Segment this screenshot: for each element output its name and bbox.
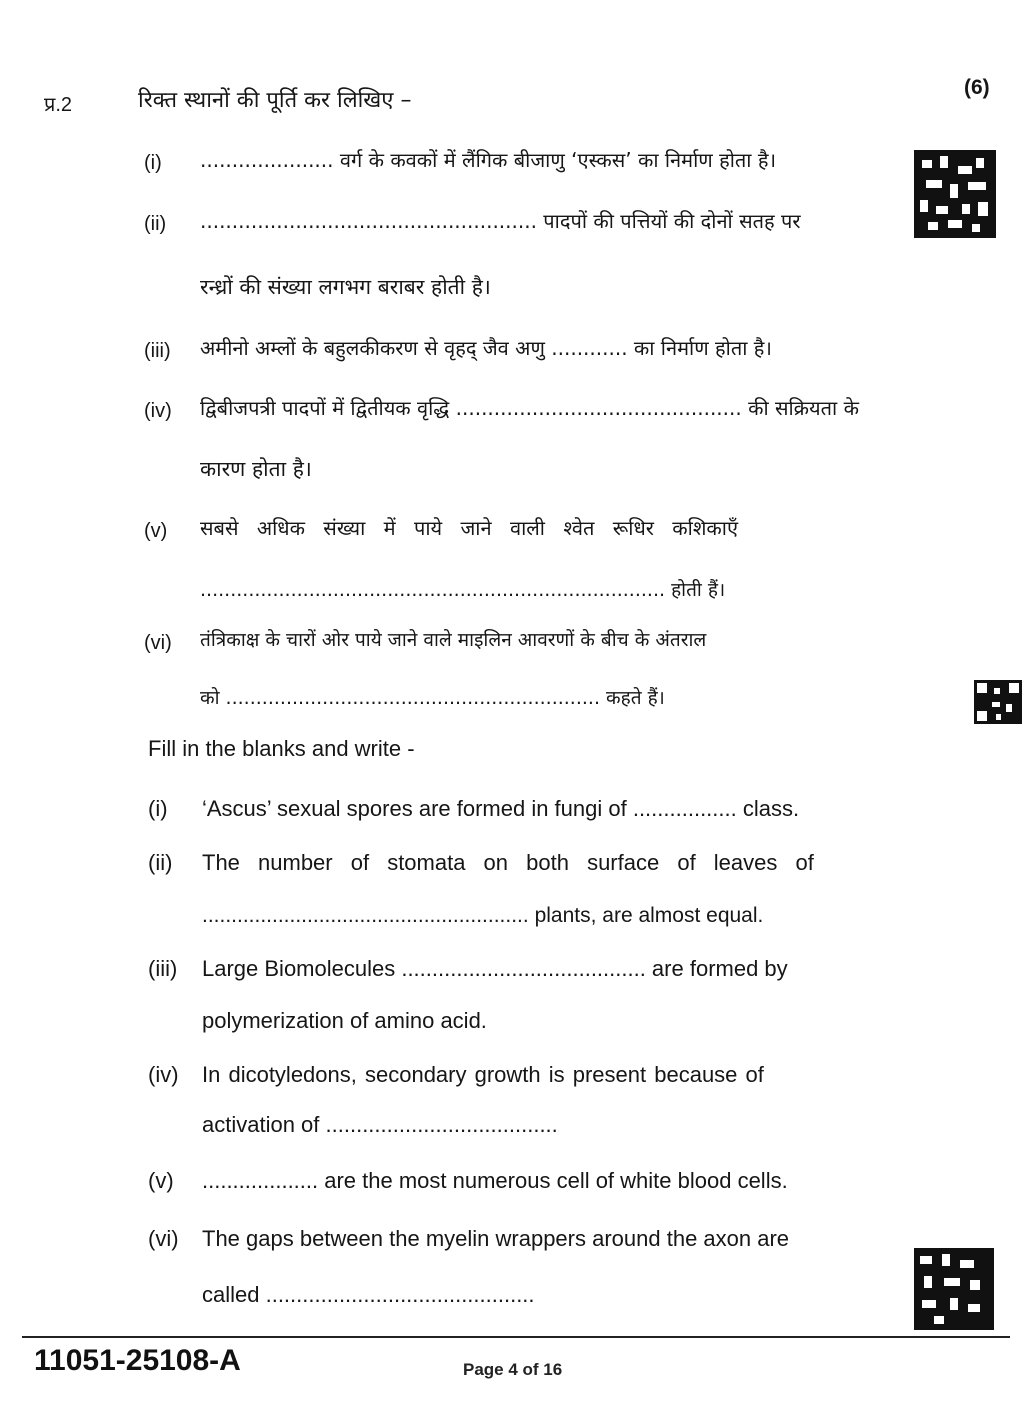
hindi-item-text-cont: कारण होता है।: [200, 457, 312, 481]
qr-code: [974, 680, 1022, 724]
hindi-item-text: ..................................................... पादपों की पत्तियों की दोनों सतह पर: [200, 209, 801, 233]
hindi-item-text-cont: रन्ध्रों की संख्या लगभग बराबर होती है।: [200, 275, 491, 299]
english-item-text-cont: activation of ......................................: [202, 1112, 558, 1137]
hindi-item-label: (ii): [144, 213, 167, 235]
hindi-item-label: (i): [144, 152, 162, 174]
english-item-label: (ii): [148, 850, 173, 875]
instruction-english: Fill in the blanks and write -: [148, 736, 415, 761]
english-item-label: (vi): [148, 1226, 179, 1251]
datamatrix-barcode: [914, 150, 996, 238]
hindi-item-text: सबसे अधिक संख्या में पाये जाने वाली श्वेत रूधिर कशिकाएँ: [200, 516, 739, 540]
hindi-item-label: (v): [144, 520, 168, 542]
hindi-item-label: (vi): [144, 632, 172, 654]
page-number: Page 4 of 16: [463, 1360, 563, 1379]
english-item-label: (v): [148, 1168, 174, 1193]
english-item-text: Large Biomolecules ........................................ are formed by: [202, 956, 788, 981]
english-item-text-cont: polymerization of amino acid.: [202, 1008, 487, 1033]
hindi-item-text: द्विबीजपत्री पादपों में द्वितीयक वृद्धि ............................................. की सक्रियता के: [200, 396, 859, 420]
english-item-text: In dicotyledons, secondary growth is present because of: [202, 1062, 764, 1087]
english-item-text-cont: ........................................................ plants, are almost equal.: [202, 904, 764, 927]
english-item-label: (iv): [148, 1062, 179, 1087]
paper-code: 11051-25108-A: [34, 1344, 241, 1377]
english-item-text: The number of stomata on both surface of leaves of: [202, 850, 814, 875]
hindi-item-text-cont: को .............................................................. कहते हैं।: [200, 687, 665, 709]
hindi-item-label: (iii): [144, 340, 171, 362]
english-item-label: (iii): [148, 956, 178, 981]
hindi-item-text: अमीनो अम्लों के बहुलकीकरण से वृहद् जैव अणु ............ का निर्माण होता है।: [200, 336, 772, 360]
english-item-text: The gaps between the myelin wrappers around the axon are: [202, 1226, 790, 1251]
english-item-text: ................... are the most numerous cell of white blood cells.: [202, 1168, 788, 1193]
hindi-item-text: ..................... वर्ग के कवकों में लैंगिक बीजाणु ‘एस्कस’ का निर्माण होता है।: [200, 148, 777, 172]
english-item-label: (i): [148, 796, 168, 821]
hindi-item-text: तंत्रिकाक्ष के चारों ओर पाये जाने वाले माइलिन आवरणों के बीच के अंतराल: [200, 629, 707, 651]
hindi-item-label: (iv): [144, 400, 172, 422]
english-item-text-cont: called ............................................: [202, 1282, 535, 1307]
english-item-text: ‘Ascus’ sexual spores are formed in fungi of ................. class.: [202, 796, 800, 821]
hindi-item-text-cont: ............................................................................. होती हैं।: [200, 579, 726, 601]
instruction-hindi: रिक्त स्थानों की पूर्ति कर लिखिए –: [138, 88, 412, 113]
footer-rule: [22, 1336, 1010, 1338]
marks: (6): [964, 76, 990, 99]
question-number: प्र.2: [44, 94, 73, 116]
datamatrix-barcode: [914, 1248, 994, 1330]
